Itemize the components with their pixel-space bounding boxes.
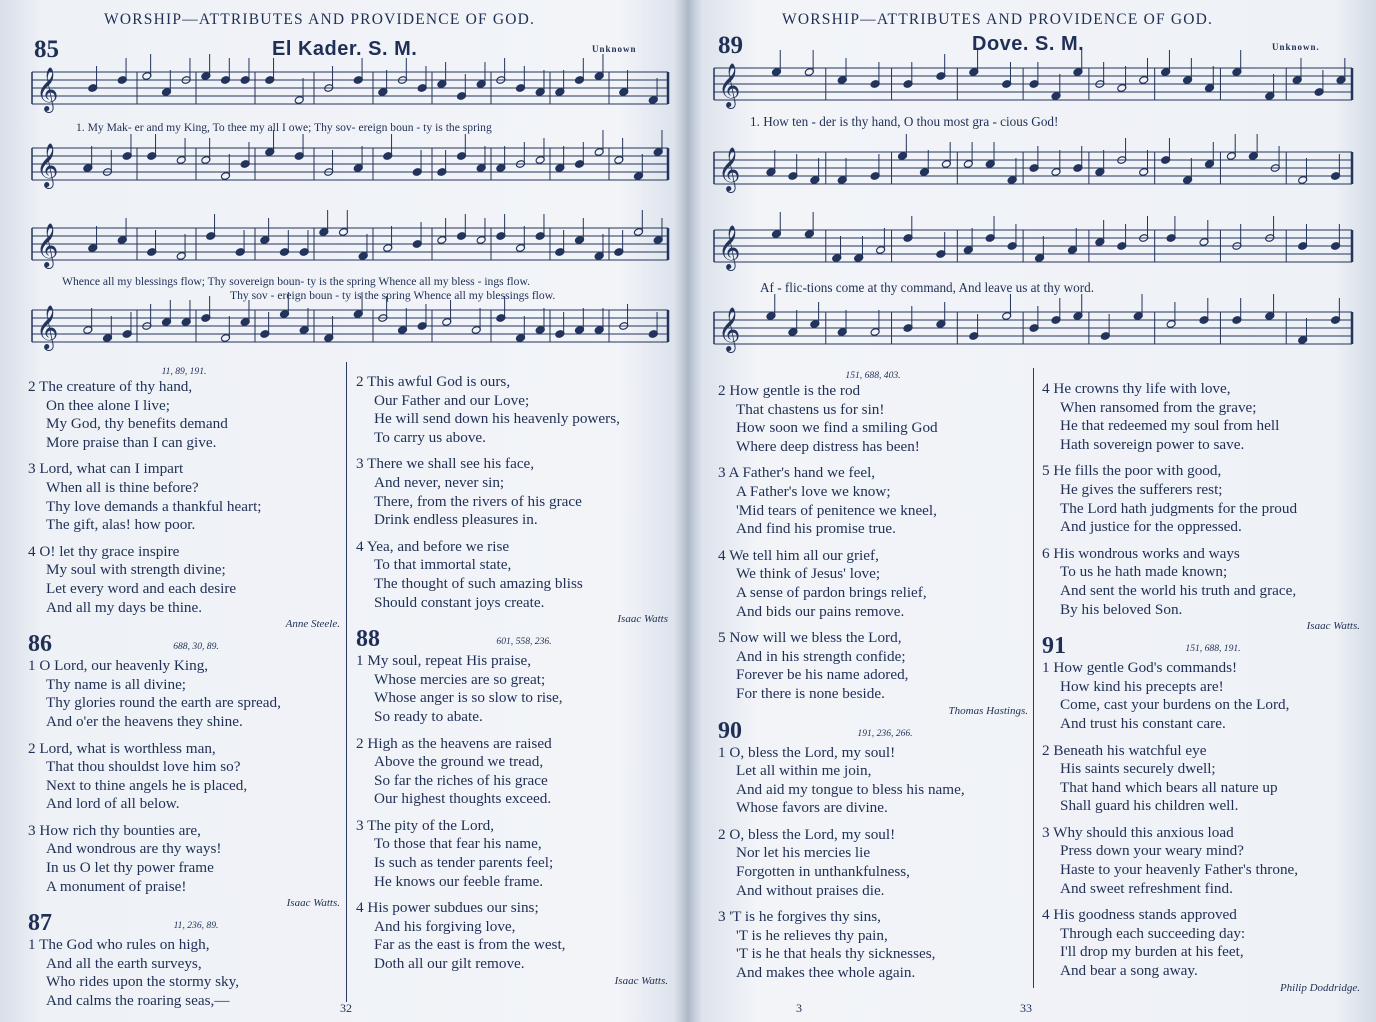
verse-lines xyxy=(356,373,668,612)
lyrics-line: Thy sov - ereign boun - ty is the spring Whence all my blessings flow. xyxy=(230,289,556,302)
verse-line: 3 Why should this anxious load xyxy=(1042,823,1234,841)
verse-line: Let all within me join, xyxy=(736,762,872,780)
verse-line: There, from the rivers of his grace xyxy=(374,492,582,510)
verse-line: And aid my tongue to bless his name, xyxy=(736,780,965,798)
verse-line: Our Father and our Love; xyxy=(374,391,530,409)
verse-lines xyxy=(718,744,1028,983)
verse-line: More praise than I can give. xyxy=(46,433,217,451)
verse-line: 4 His power subdues our sins; xyxy=(356,899,539,917)
verse-line: Drink endless pleasures in. xyxy=(374,511,538,529)
verse-lines xyxy=(1042,380,1360,619)
verse-line: 2 Beneath his watchful eye xyxy=(1042,741,1207,759)
verse-line: 3 How rich thy bounties are, xyxy=(28,821,201,839)
verse-line: 'T is he relieves thy pain, xyxy=(736,926,888,944)
column-rule xyxy=(346,362,347,1002)
lyrics-line: Whence all my blessings flow; Thy sovereign boun- ty is the spring Whence all my bless - ings flow. xyxy=(62,275,530,288)
verse-line: 2 O, bless the Lord, my soul! xyxy=(718,825,896,843)
verse-line: To carry us above. xyxy=(374,428,486,446)
verse-line: He that redeemed my soul from hell xyxy=(1060,417,1280,435)
verse-line: 4 His goodness stands approved xyxy=(1042,906,1237,924)
verse-line: I'll drop my burden at his feet, xyxy=(1060,943,1244,961)
clef-icon: 𝄞 xyxy=(718,147,741,191)
verse-line: Above the ground we tread, xyxy=(374,753,544,771)
verse-line: 1 How gentle God's commands! xyxy=(1042,659,1238,677)
verse-line: For there is none beside. xyxy=(736,684,885,702)
verse-line: Is such as tender parents feel; xyxy=(374,854,554,872)
verse-line: 'Mid tears of penitence we kneel, xyxy=(736,501,937,519)
verse-line: To that immortal state, xyxy=(374,556,512,574)
verse-line: Forgotten in unthankfulness, xyxy=(736,863,910,881)
verse-line: Whose favors are divine. xyxy=(736,799,888,817)
verse-line: And bids our pains remove. xyxy=(736,602,905,620)
tune-references: 11, 236, 89. xyxy=(173,920,219,932)
verse-line: Thy name is all divine; xyxy=(46,675,187,693)
verse-line: And all my days be thine. xyxy=(46,598,203,616)
clef-icon: 𝄞 xyxy=(718,63,741,107)
running-head: WORSHIP—ATTRIBUTES AND PROVIDENCE OF GOD. xyxy=(104,11,536,28)
verse-line: 2 The creature of thy hand, xyxy=(28,378,193,395)
clef-icon: 𝄞 xyxy=(718,307,741,351)
verse-line: My soul with strength divine; xyxy=(46,561,226,579)
composer: Unknown xyxy=(592,44,637,54)
verse-line: 4 He crowns thy life with love, xyxy=(1042,380,1231,397)
verse-line: A Father's love we know; xyxy=(736,482,891,500)
verse-line: The Lord hath judgments for the proud xyxy=(1060,499,1298,517)
verse-line: Far as the east is from the west, xyxy=(374,936,566,954)
verse-line: We think of Jesus' love; xyxy=(736,565,881,583)
hymn-column-right xyxy=(1042,380,1360,995)
author: Philip Doddridge. xyxy=(1279,981,1360,994)
verse-line: That hand which bears all nature up xyxy=(1060,778,1278,796)
verse-line: Forever be his name adored, xyxy=(736,666,909,684)
tune-references: 11, 89, 191. xyxy=(161,366,207,377)
verse-line: That thou shouldst love him so? xyxy=(46,758,241,776)
verse-line: And lord of all below. xyxy=(46,795,180,813)
hymn-number: 88 xyxy=(356,626,380,653)
clef-icon: 𝄞 xyxy=(36,305,59,349)
verse-line: Where deep distress has been! xyxy=(736,437,920,455)
verse-line: 3 There we shall see his face, xyxy=(356,455,535,473)
hymn-number: 86 xyxy=(28,631,52,658)
verse-line: 2 How gentle is the rod xyxy=(718,382,861,399)
verse-line: 1 O Lord, our heavenly King, xyxy=(28,657,209,675)
verse-line: That chastens us for sin! xyxy=(736,400,885,418)
verse-line: And find his promise true. xyxy=(736,520,896,538)
tune-number: 85 xyxy=(34,36,59,63)
verse-line: He knows our feeble frame. xyxy=(374,872,544,890)
folio-mark: 3 xyxy=(796,1001,802,1015)
verse-line: 3 Lord, what can I impart xyxy=(28,460,184,478)
verse-line: Come, cast your burdens on the Lord, xyxy=(1060,696,1290,714)
verse-line: And trust his constant care. xyxy=(1060,714,1226,732)
hymn-column-left xyxy=(28,366,340,1011)
hymn-number: 87 xyxy=(28,910,52,937)
verse-line: On thee alone I live; xyxy=(46,396,170,414)
composer: Unknown. xyxy=(1272,42,1320,52)
verse-line: Shall guard his children well. xyxy=(1060,797,1239,815)
verse-line: 1 O, bless the Lord, my soul! xyxy=(718,743,896,761)
verse-line: And all the earth surveys, xyxy=(46,954,202,972)
verse-line: 4 Yea, and before we rise xyxy=(356,537,510,555)
verse-line: My God, thy benefits demand xyxy=(46,415,228,433)
verse-line: 4 We tell him all our grief, xyxy=(718,546,879,564)
hymn-column-right xyxy=(356,373,668,988)
verse-line: To those that fear his name, xyxy=(374,835,542,853)
verse-line: And in his strength confide; xyxy=(736,647,906,665)
verse-lines xyxy=(1042,659,1360,981)
verse-line: And o'er the heavens they shine. xyxy=(46,712,243,730)
clef-icon: 𝄞 xyxy=(36,67,59,111)
column-rule xyxy=(1033,368,1034,988)
page-number: 32 xyxy=(340,1001,352,1015)
verse-lines xyxy=(718,382,1028,704)
lyrics-line: 1. How ten - der is thy hand, O thou most gra - cious God! xyxy=(750,114,1059,129)
verse-line: And makes thee whole again. xyxy=(736,964,916,982)
verse-line: And sent the world his truth and grace, xyxy=(1060,581,1297,599)
verse-line: He will send down his heavenly powers, xyxy=(374,410,620,428)
verse-line: Thy love demands a thankful heart; xyxy=(46,497,262,515)
verse-line: Hath sovereign power to save. xyxy=(1060,435,1245,453)
verse-line: So far the riches of his grace xyxy=(374,771,548,789)
tune-name: El Kader. S. M. xyxy=(272,38,418,60)
tune-references: 151, 688, 191. xyxy=(1185,643,1241,655)
verse-lines xyxy=(356,652,668,974)
verse-line: Next to thine angels he is placed, xyxy=(46,776,248,794)
tune-references: 601, 558, 236. xyxy=(496,636,552,648)
lyrics-line: Af - flic-tions come at thy command, And leave us at thy word. xyxy=(760,280,1095,295)
verse-line: 6 His wondrous works and ways xyxy=(1042,544,1240,562)
tune-references: 688, 30, 89. xyxy=(173,641,219,653)
verse-line: 3 The pity of the Lord, xyxy=(356,816,495,834)
verse-line: By his beloved Son. xyxy=(1060,600,1183,618)
clef-icon: 𝄞 xyxy=(36,223,59,267)
verse-line: When all is thine before? xyxy=(46,478,199,496)
verse-line: When ransomed from the grave; xyxy=(1060,398,1257,416)
right-page xyxy=(690,0,1376,1022)
author: Isaac Watts. xyxy=(614,974,668,987)
clef-icon: 𝄞 xyxy=(718,225,741,269)
verse-line: Haste to your heavenly Father's throne, xyxy=(1060,861,1299,879)
verse-line: 1 My soul, repeat His praise, xyxy=(356,652,532,670)
verse-line: To us he hath made known; xyxy=(1060,563,1228,581)
tune-name: Dove. S. M. xyxy=(972,33,1085,55)
verse-line: And sweet refreshment find. xyxy=(1060,879,1233,897)
clef-icon: 𝄞 xyxy=(36,143,59,187)
hymn-number: 91 xyxy=(1042,633,1066,660)
verse-line: Thy glories round the earth are spread, xyxy=(46,694,281,712)
verse-line: 4 O! let thy grace inspire xyxy=(28,542,180,560)
verse-line: 3 'T is he forgives thy sins, xyxy=(718,908,881,926)
verse-line: And bear a song away. xyxy=(1060,962,1198,980)
author: Anne Steele. xyxy=(285,618,340,631)
verse-line: And never, never sin; xyxy=(374,473,505,491)
verse-line: 1 The God who rules on high, xyxy=(28,936,210,954)
verse-lines xyxy=(28,378,340,617)
author: Isaac Watts. xyxy=(286,897,340,910)
verse-line: And calms the roaring seas,— xyxy=(46,992,230,1010)
verse-line: So ready to abate. xyxy=(374,707,483,725)
verse-line: A sense of pardon brings relief, xyxy=(736,583,927,601)
verse-line: Nor let his mercies lie xyxy=(736,844,871,862)
hymn-number: 90 xyxy=(718,717,742,744)
verse-lines xyxy=(28,657,340,896)
running-head: WORSHIP—ATTRIBUTES AND PROVIDENCE OF GOD. xyxy=(782,11,1214,28)
verse-line: A monument of praise! xyxy=(46,877,187,895)
verse-line: Should constant joys create. xyxy=(374,593,545,611)
verse-line: 5 He fills the poor with good, xyxy=(1042,462,1222,480)
verse-line: Let every word and each desire xyxy=(46,579,237,597)
author: Isaac Watts xyxy=(617,613,668,626)
verse-line: The thought of such amazing bliss xyxy=(374,574,583,592)
verse-line: How soon we find a smiling God xyxy=(736,419,938,437)
page-number: 33 xyxy=(1020,1001,1032,1015)
verse-line: 3 A Father's hand we feel, xyxy=(718,464,876,482)
verse-line: And justice for the oppressed. xyxy=(1060,518,1242,536)
verse-line: His saints securely dwell; xyxy=(1060,760,1216,778)
verse-line: He gives the sufferers rest; xyxy=(1060,480,1223,498)
verse-line: Doth all our gilt remove. xyxy=(374,955,525,973)
verse-line: 2 Lord, what is worthless man, xyxy=(28,739,216,757)
verse-line: 'T is he that heals thy sicknesses, xyxy=(736,945,936,963)
lyrics-line: 1. My Mak- er and my King, To thee my all I owe; Thy sov- ereign boun - ty is the spring xyxy=(76,121,492,134)
verse-line: The gift, alas! how poor. xyxy=(46,516,196,534)
tune-references: 151, 688, 403. xyxy=(845,370,901,381)
left-page xyxy=(0,0,686,1022)
verse-line: Who rides upon the stormy sky, xyxy=(46,973,240,991)
verse-line: And without praises die. xyxy=(736,881,885,899)
verse-line: 2 High as the heavens are raised xyxy=(356,734,552,752)
music-score xyxy=(0,0,686,370)
author: Thomas Hastings. xyxy=(948,704,1028,717)
tune-number: 89 xyxy=(718,32,743,59)
tune-references: 191, 236, 266. xyxy=(857,727,913,739)
hymn-column-left xyxy=(718,370,1028,983)
music-score xyxy=(690,0,1376,370)
verse-line: 5 Now will we bless the Lord, xyxy=(718,629,902,647)
verse-line: In us O let thy power frame xyxy=(46,859,214,877)
verse-line: Whose anger is so slow to rise, xyxy=(374,689,563,707)
verse-line: Through each succeeding day: xyxy=(1060,924,1246,942)
verse-line: And wondrous are thy ways! xyxy=(46,840,222,858)
verse-line: Whose mercies are so great; xyxy=(374,670,546,688)
verse-line: And his forgiving love, xyxy=(374,917,516,935)
verse-line: Our highest thoughts exceed. xyxy=(374,790,552,808)
verse-line: How kind his precepts are! xyxy=(1060,677,1224,695)
author: Isaac Watts. xyxy=(1306,620,1360,633)
verse-line: 2 This awful God is ours, xyxy=(356,373,511,390)
verse-lines xyxy=(28,936,340,1010)
verse-line: Press down your weary mind? xyxy=(1060,842,1244,860)
